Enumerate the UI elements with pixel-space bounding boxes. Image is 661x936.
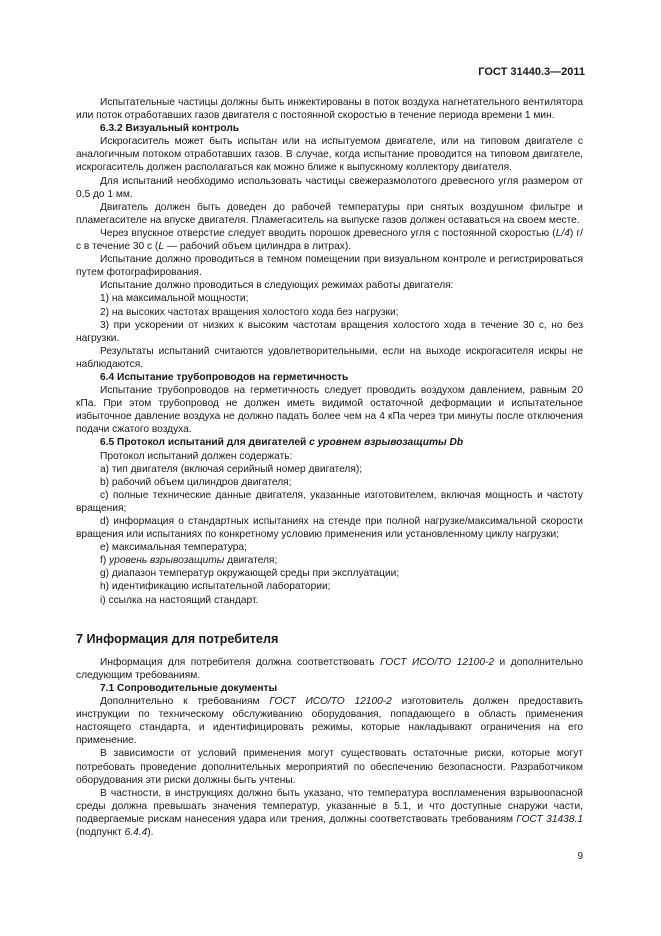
formula-l4: L/4	[555, 227, 570, 239]
paragraph: Испытательные частицы должны быть инжектированы в поток воздуха нагнетательного вентилятора или поток отработавших газов двигателя с постоянной скоростью в течение периода времени 1 мин.	[76, 97, 583, 122]
paragraph: Испытание должно проводиться в следующих режимах работы двигателя:	[100, 280, 454, 292]
formula-l: L	[158, 241, 164, 253]
list-item: a) тип двигателя (включая серийный номер двигателя);	[100, 463, 363, 475]
reference: ГОСТ 31438.1	[516, 813, 583, 825]
paragraph: Через впускное отверстие следует вводить порошок древесного угля с постоянной скоростью (L/4) г/с в течение 30 с (L — рабочий объем цилиндра в литрах).	[76, 227, 583, 253]
list-item: g) диапазон температур окружающей среды при эксплуатации;	[100, 568, 400, 580]
paragraph: Дополнительно к требованиям ГОСТ ИСО/ТО 12100-2 изготовитель должен предоставить инструкции по техническому обслуживанию оборудования, попадающего в область применения настоящего стандарта, и идентифицировать режимы, которые накладывают ограничения на его применение.	[76, 696, 583, 747]
section-heading-6-3-2: 6.3.2 Визуальный контроль	[100, 123, 240, 135]
paragraph: Информация для потребителя должна соответствовать ГОСТ ИСО/ТО 12100-2 и дополнительно следующим требованиям.	[76, 656, 584, 681]
section-heading-7-1: 7.1 Сопроводительные документы	[100, 682, 278, 694]
page-content	[76, 96, 583, 839]
section-heading-7: 7 Информация для потребителя	[76, 631, 279, 646]
paragraph: Протокол испытаний должен содержать:	[100, 450, 293, 462]
paragraph: Испытание трубопроводов на герметичность следует проводить воздухом давлением, равным 20 кПа. При этом трубопровод не должен иметь видимой остаточной деформации и испытательное избыточное давление воздуха не должно падать более чем на 4 кПа через три минуты после отключения подачи сжатого воздуха.	[76, 385, 583, 436]
section-heading-6-4: 6.4 Испытание трубопроводов на герметичность	[100, 371, 349, 383]
list-item: c) полные технические данные двигателя, указанные изготовителем, включая мощность и частоту вращения;	[76, 489, 583, 514]
list-item: f) уровень взрывозащиты двигателя;	[100, 555, 278, 567]
section-heading-6-5: 6.5 Протокол испытаний для двигателей с уровнем взрывозащиты Db	[100, 437, 464, 449]
list-item: i) ссылка на настоящий стандарт.	[100, 594, 259, 606]
list-item: 3) при ускорении от низких к высоким частотам вращения холостого хода в течение 30 с, но без нагрузки.	[76, 319, 583, 344]
standard-header: ГОСТ 31440.3—2011	[478, 66, 585, 78]
paragraph: Результаты испытаний считаются удовлетворительными, если на выходе искрогасителя искры не наблюдаются.	[76, 345, 583, 370]
paragraph: Для испытаний необходимо использовать частицы свежеразмолотого древесного угля размером от 0,5 до 1 мм.	[76, 175, 583, 200]
paragraph: Искрогаситель может быть испытан или на испытуемом двигателе, или на типовом двигателе с аналогичным потоком отработавших газов. В случае, когда испытание проводится на типовом двигателе, искрогаситель должен располагаться как можно ближе к выпускному коллектору двигателя.	[76, 136, 583, 174]
reference: ГОСТ ИСО/ТО 12100-2	[269, 696, 392, 708]
page-number: 9	[577, 851, 583, 862]
list-item: e) максимальная температура;	[100, 542, 247, 554]
paragraph: В зависимости от условий применения могут существовать остаточные риски, которые могут потребовать проведение дополнительных мероприятий по обеспечению безопасности. Разработчиком оборудования эти риски должны быть учтены.	[76, 748, 583, 786]
list-item: 2) на высоких частотах вращения холостого хода без нагрузки;	[100, 306, 399, 318]
list-item: 1) на максимальной мощности;	[100, 293, 249, 305]
paragraph: В частности, в инструкциях должно быть указано, что температура воспламенения взрывоопасной среды должна превышать значения температур, указанные в 5.1, и что доступные снаружи части, подвергаемые рискам нанесения удара или трения, должны соответствовать требованиям ГОСТ 31438.1 (подпункт 6.4.4).	[76, 787, 583, 838]
paragraph: Двигатель должен быть доведен до рабочей температуры при снятых воздушном фильтре и пламегасителе на впуске двигателя. Пламегаситель на выпуске газов должен оставаться на своем месте.	[76, 201, 583, 226]
list-item: h) идентификацию испытательной лаборатории;	[100, 581, 331, 593]
list-item: d) информация о стандартных испытаниях на стенде при полной нагрузке/максимальной скорости вращения или испытаниях по конкретному условию применения или установленному циклу нагрузки;	[76, 516, 583, 541]
paragraph: Испытание должно проводиться в темном помещении при визуальном контроле и регистрироваться путем фотографирования.	[76, 254, 583, 279]
list-item: b) рабочий объем цилиндров двигателя;	[100, 476, 292, 488]
reference: ГОСТ ИСО/ТО 12100-2	[380, 656, 495, 668]
